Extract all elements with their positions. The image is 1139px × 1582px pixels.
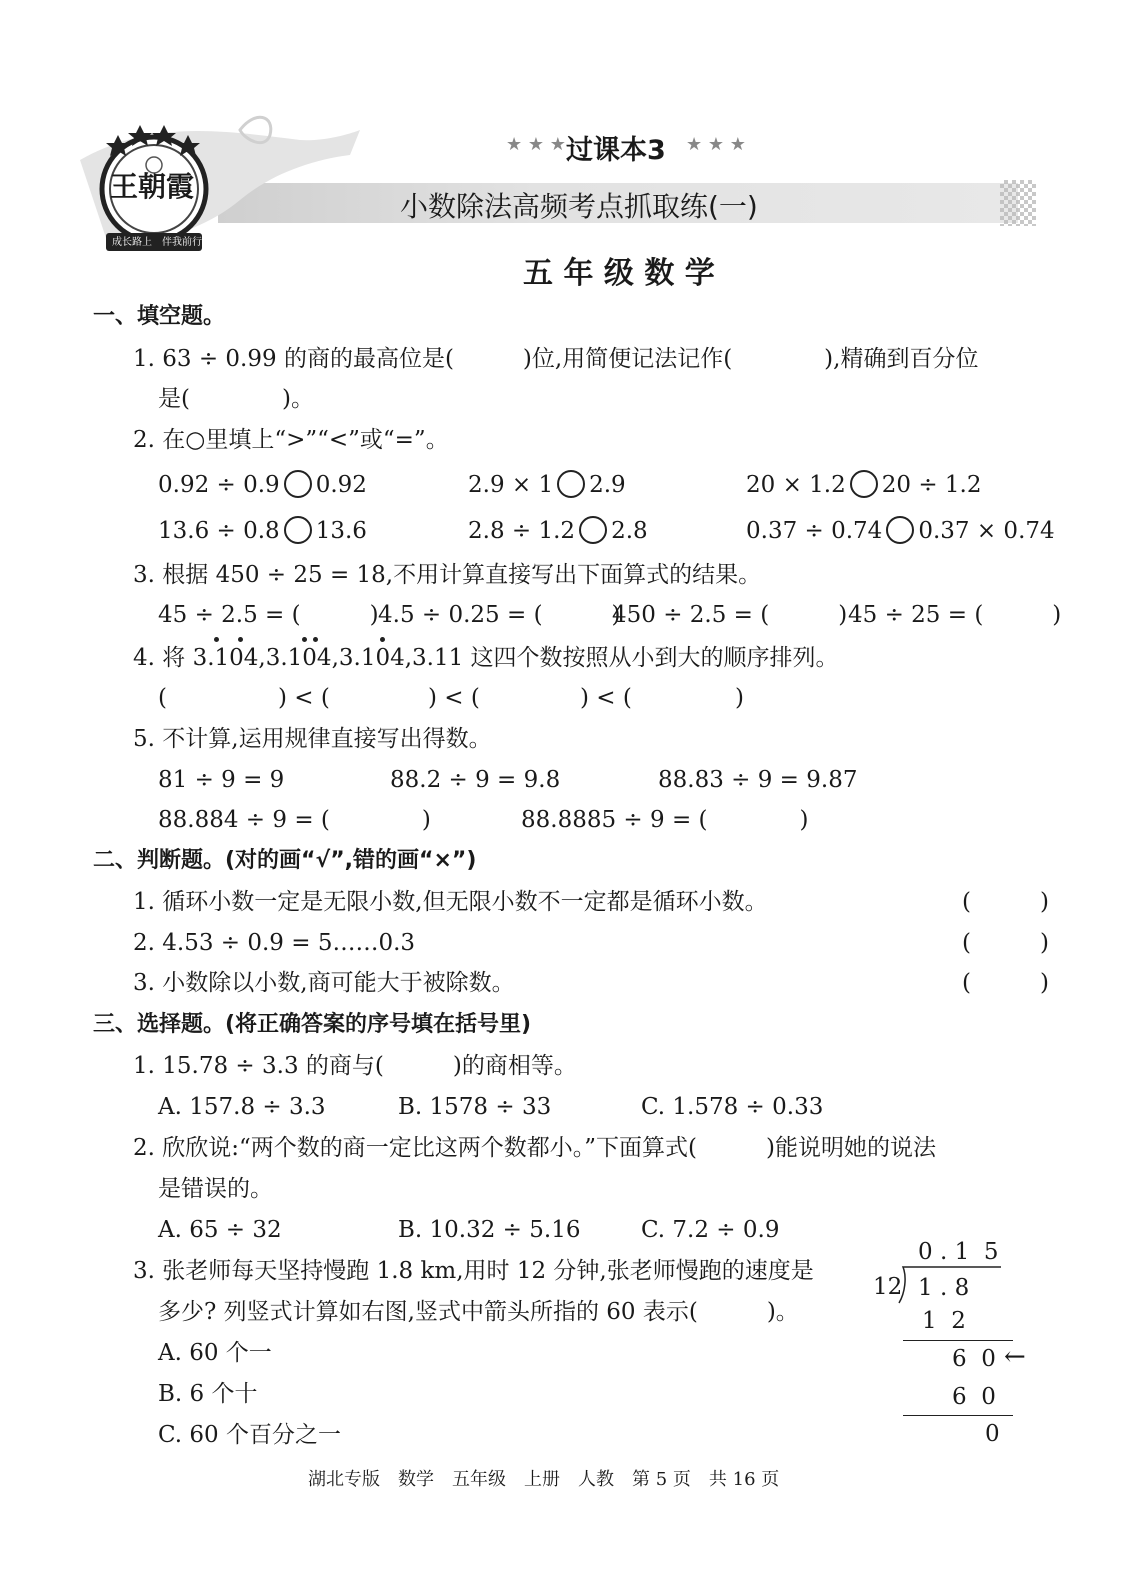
arrow-left-icon: ← bbox=[1004, 1342, 1026, 1372]
banner-checker-pattern bbox=[1000, 180, 1036, 226]
logo-slogan-right: 伴我前行 bbox=[162, 237, 202, 248]
q3-stem: 3. 根据 450 ÷ 25 = 18,不用计算直接写出下面算式的结果。 bbox=[133, 562, 762, 588]
q2-item: 13.6 ÷ 0.8 13.6 bbox=[158, 518, 367, 544]
judge-paren[interactable]: ( ) bbox=[962, 970, 1049, 996]
choice-option: A. 157.8 ÷ 3.3 bbox=[158, 1094, 326, 1120]
choice-2-stem: 2. 欣欣说:“两个数的商一定比这两个数都小。”下面算式( )能说明她的说法 bbox=[133, 1135, 936, 1161]
repeat-dot bbox=[380, 637, 385, 642]
repeat-dot bbox=[313, 637, 318, 642]
q4-blank: ) < ( bbox=[428, 685, 480, 711]
section-1-title: 一、填空题。 bbox=[93, 304, 226, 329]
logo-slogan-left: 成长路上 bbox=[112, 237, 152, 248]
q2-stem: 2. 在○里填上“>”“<”或“=”。 bbox=[133, 427, 449, 453]
division-step-1: 1 2 bbox=[922, 1308, 966, 1334]
division-divisor: 12 bbox=[873, 1274, 903, 1300]
judge-item: 3. 小数除以小数,商可能大于被除数。 bbox=[133, 970, 515, 996]
q5-item: 88.2 ÷ 9 = 9.8 bbox=[390, 767, 561, 793]
choice-option: A. 65 ÷ 32 bbox=[158, 1217, 282, 1243]
q4-blank: ) < ( bbox=[278, 685, 330, 711]
q4-blank: ) bbox=[735, 685, 744, 711]
compare-circle[interactable] bbox=[284, 470, 312, 498]
q2-item: 20 × 1.2 20 ÷ 1.2 bbox=[746, 472, 982, 498]
q5-item: 88.8885 ÷ 9 = ( ) bbox=[521, 807, 809, 833]
q3-item: 4.5 ÷ 0.25 = ( ) bbox=[378, 602, 621, 628]
division-remainder: 0 bbox=[985, 1421, 1000, 1447]
q5-item: 81 ÷ 9 = 9 bbox=[158, 767, 285, 793]
q4-stem: 4. 将 3.104,3.104,3.104,3.11 这四个数按照从小到大的顺序排列。 bbox=[133, 645, 839, 671]
series-label: 过课本3 bbox=[566, 135, 666, 166]
q3-item: 45 ÷ 25 = ( ) bbox=[848, 602, 1062, 628]
division-quotient: 0 . 1 5 bbox=[918, 1239, 999, 1265]
compare-circle[interactable] bbox=[557, 470, 585, 498]
q2-item: 2.8 ÷ 1.2 2.8 bbox=[468, 518, 648, 544]
q5-item: 88.884 ÷ 9 = ( ) bbox=[158, 807, 431, 833]
choice-option: C. 60 个百分之一 bbox=[158, 1422, 341, 1448]
q5-stem: 5. 不计算,运用规律直接写出得数。 bbox=[133, 726, 492, 752]
compare-circle[interactable] bbox=[579, 516, 607, 544]
star-right-icons: ★ ★ ★ bbox=[686, 134, 746, 155]
division-rule bbox=[903, 1415, 1013, 1416]
compare-circle[interactable] bbox=[850, 470, 878, 498]
division-rule bbox=[903, 1340, 1013, 1341]
page-subtitle: 五 年 级 数 学 bbox=[523, 256, 715, 291]
section-3-title: 三、选择题。(将正确答案的序号填在括号里) bbox=[93, 1012, 532, 1037]
choice-option: B. 10.32 ÷ 5.16 bbox=[398, 1217, 581, 1243]
judge-item: 2. 4.53 ÷ 0.9 = 5……0.3 bbox=[133, 930, 416, 956]
q2-item: 0.92 ÷ 0.9 0.92 bbox=[158, 472, 367, 498]
q5-item: 88.83 ÷ 9 = 9.87 bbox=[658, 767, 858, 793]
q4-blank: ) < ( bbox=[580, 685, 632, 711]
logo-name: 王朝霞 bbox=[110, 170, 195, 203]
choice-3-stem-cont: 多少? 列竖式计算如右图,竖式中箭头所指的 60 表示( )。 bbox=[158, 1299, 799, 1325]
compare-circle[interactable] bbox=[886, 516, 914, 544]
choice-option: A. 60 个一 bbox=[158, 1340, 272, 1366]
division-dividend: 1 . 8 bbox=[918, 1275, 970, 1301]
q2-item: 0.37 ÷ 0.74 0.37 × 0.74 bbox=[746, 518, 1055, 544]
choice-1-stem: 1. 15.78 ÷ 3.3 的商与( )的商相等。 bbox=[133, 1053, 577, 1079]
page-footer: 湖北专版 数学 五年级 上册 人教 第 5 页 共 16 页 bbox=[308, 1469, 780, 1490]
section-2-title: 二、判断题。(对的画“√”,错的画“×”) bbox=[93, 848, 477, 873]
division-step-3: 6 0 bbox=[952, 1384, 996, 1410]
repeat-dot bbox=[302, 637, 307, 642]
repeat-dot bbox=[238, 637, 243, 642]
judge-paren[interactable]: ( ) bbox=[962, 889, 1049, 915]
choice-option: C. 7.2 ÷ 0.9 bbox=[641, 1217, 780, 1243]
q1-line-1: 1. 63 ÷ 0.99 的商的最高位是( )位,用简便记法记作( ),精确到百分位 bbox=[133, 346, 979, 372]
division-step-2: 6 0 bbox=[952, 1346, 996, 1372]
compare-circle[interactable] bbox=[284, 516, 312, 544]
choice-2-stem-cont: 是错误的。 bbox=[158, 1176, 273, 1202]
q2-item: 2.9 × 1 2.9 bbox=[468, 472, 626, 498]
q1-line-2: 是( )。 bbox=[158, 386, 314, 412]
page-title: 小数除法高频考点抓取练(一) bbox=[400, 190, 758, 223]
choice-option: C. 1.578 ÷ 0.33 bbox=[641, 1094, 824, 1120]
star-left-icons: ★ ★ ★ bbox=[506, 134, 566, 155]
repeat-dot bbox=[214, 637, 219, 642]
q3-item: 450 ÷ 2.5 = ( ) bbox=[612, 602, 848, 628]
q4-blank: ( bbox=[158, 685, 167, 711]
judge-paren[interactable]: ( ) bbox=[962, 930, 1049, 956]
judge-item: 1. 循环小数一定是无限小数,但无限小数不一定都是循环小数。 bbox=[133, 889, 768, 915]
choice-option: B. 1578 ÷ 33 bbox=[398, 1094, 552, 1120]
choice-3-stem: 3. 张老师每天坚持慢跑 1.8 km,用时 12 分钟,张老师慢跑的速度是 bbox=[133, 1258, 814, 1284]
choice-option: B. 6 个十 bbox=[158, 1381, 258, 1407]
q3-item: 45 ÷ 2.5 = ( ) bbox=[158, 602, 379, 628]
